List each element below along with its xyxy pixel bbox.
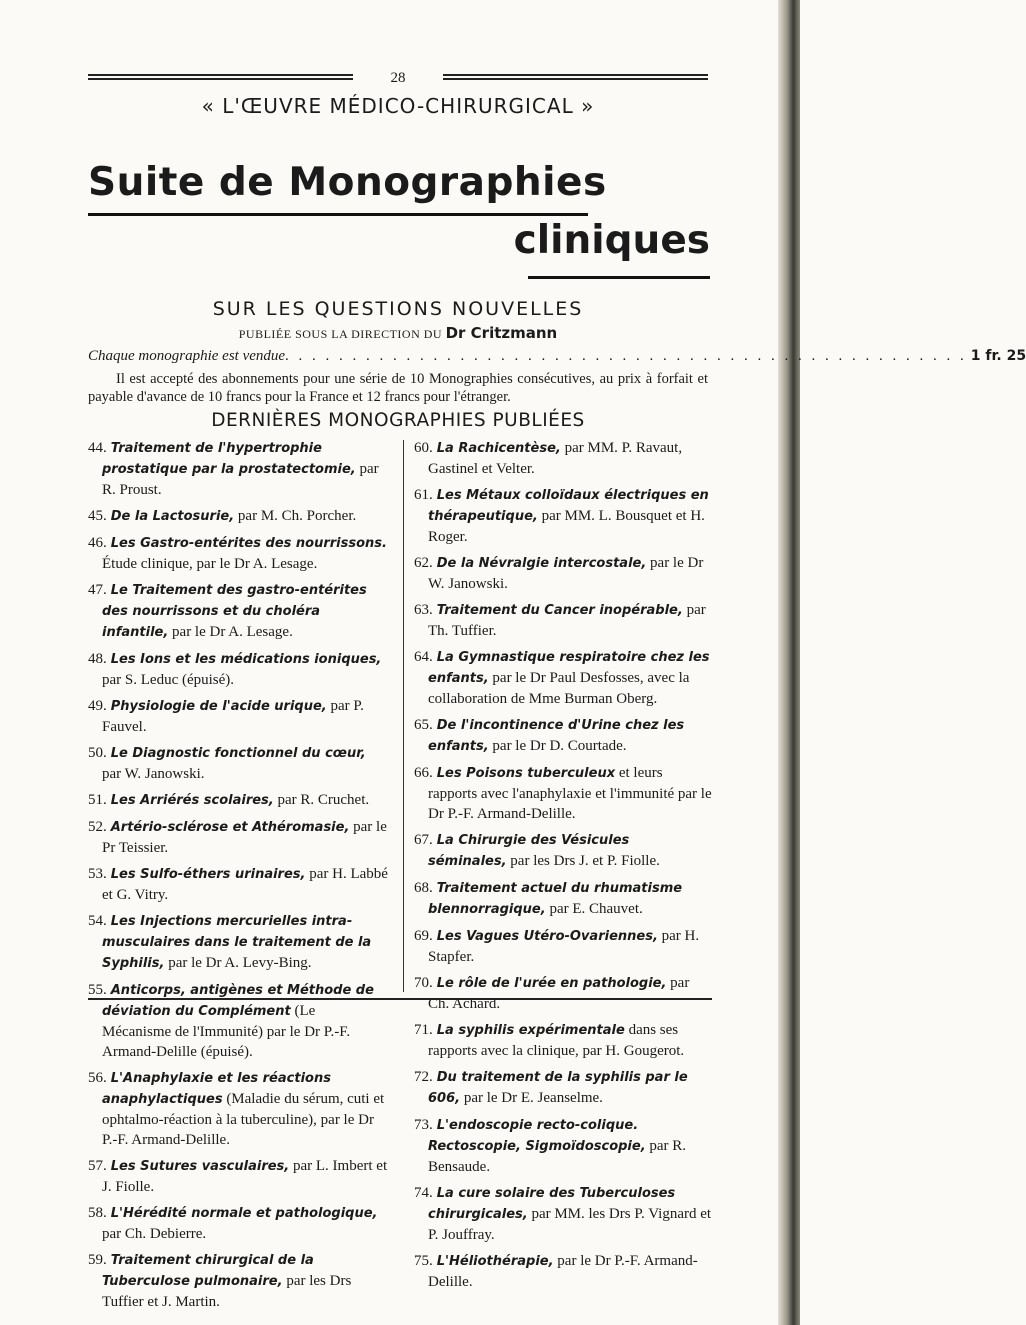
header-rule-right [443, 74, 708, 80]
entry-author: par R. Cruchet. [277, 792, 370, 808]
price-row [88, 348, 1026, 365]
entry-author: Étude clinique, par le Dr A. Lesage. [102, 556, 318, 572]
monograph-entry [88, 911, 388, 974]
column-divider [403, 440, 404, 992]
entry-title: Les Injections mercurielles intra-musculaires dans le traitement de la Syphilis, [102, 914, 372, 971]
entry-number: 57. [88, 1158, 107, 1174]
entry-author: par L. Imbert et J. Fiolle. [102, 1158, 388, 1195]
entry-author: par le Dr P.-F. Armand-Delille. [428, 1253, 698, 1290]
entries-right-column [414, 438, 712, 1298]
price-value: 1 fr. 25 [970, 348, 1026, 364]
entry-author: par le Dr D. Courtade. [492, 738, 627, 754]
entry-title: Les Ions et les médications ioniques, [110, 652, 382, 667]
entry-title: Anticorps, antigènes et Méthode de déviation du Complément [102, 983, 374, 1019]
entry-number: 53. [88, 866, 107, 882]
entry-author: par M. Ch. Porcher. [237, 508, 357, 524]
entry-author: par E. Chauvet. [549, 901, 643, 917]
monograph-entry [414, 763, 712, 824]
entry-number: 69. [414, 928, 433, 944]
entry-author: par H. Stapfer. [428, 928, 700, 965]
monograph-entry [88, 864, 388, 905]
entry-author: par P. Fauvel. [102, 698, 364, 735]
monograph-entry [414, 600, 712, 641]
entry-number: 71. [414, 1022, 433, 1038]
section-heading: DERNIÈRES MONOGRAPHIES PUBLIÉES [211, 410, 585, 431]
page-number: 28 [390, 70, 406, 86]
entry-title: L'Héliothérapie, [436, 1254, 554, 1269]
entry-number: 60. [414, 440, 433, 456]
monograph-entry [414, 926, 712, 967]
entry-number: 55. [88, 982, 107, 998]
entry-title: Les Arriérés scolaires, [110, 793, 274, 808]
monograph-entry [414, 485, 712, 547]
entry-number: 46. [88, 535, 107, 551]
entry-title: La Rachicentèse, [436, 441, 561, 456]
monograph-entry [88, 580, 388, 643]
entry-author: par le Dr A. Levy-Bing. [168, 955, 312, 971]
entry-number: 58. [88, 1205, 107, 1221]
entry-title: Le Traitement des gastro-entérites des nourrissons et du choléra infantile, [102, 583, 367, 640]
monograph-entry [414, 973, 712, 1014]
entry-author: par MM. P. Ravaut, Gastinel et Velter. [428, 440, 683, 477]
monograph-entry [414, 1067, 712, 1109]
entry-number: 73. [414, 1117, 433, 1133]
entry-title: Les Poisons tuberculeux [436, 766, 616, 781]
monograph-entry [414, 830, 712, 872]
entry-title: Les Métaux colloïdaux électriques en thérapeutique, [428, 488, 709, 524]
entry-number: 52. [88, 819, 107, 835]
entry-number: 64. [414, 649, 433, 665]
entry-number: 65. [414, 717, 433, 733]
entry-title: La syphilis expérimentale [436, 1023, 625, 1038]
monograph-entry [414, 1183, 712, 1245]
entry-number: 72. [414, 1069, 433, 1085]
monograph-entry [88, 1203, 388, 1244]
entries-left-column [88, 438, 388, 1318]
entry-number: 49. [88, 698, 107, 714]
entry-author: par le Dr W. Janowski. [428, 555, 704, 592]
title-rule-short [528, 276, 710, 279]
entry-number: 47. [88, 582, 107, 598]
entry-author: dans ses rapports avec la clinique, par H. Gougerot. [428, 1022, 685, 1059]
page-title-line2: cliniques [513, 218, 710, 263]
entry-author: par le Dr E. Jeanselme. [463, 1090, 603, 1106]
entry-title: De l'incontinence d'Urine chez les enfants, [428, 718, 685, 754]
entry-title: La cure solaire des Tuberculoses chirurgicales, [428, 1186, 676, 1222]
entry-author: par le Dr A. Lesage. [172, 624, 293, 640]
monograph-entry [88, 980, 388, 1062]
monograph-entry [414, 878, 712, 920]
entry-author: et leurs rapports avec l'anaphylaxie et l'immunité par le Dr P.-F. Armand-Delille. [428, 765, 712, 822]
subtitle: SUR LES QUESTIONS NOUVELLES [212, 298, 584, 320]
entry-number: 59. [88, 1252, 107, 1268]
header [88, 68, 708, 88]
entry-number: 74. [414, 1185, 433, 1201]
monograph-entry [414, 438, 712, 479]
entry-number: 56. [88, 1070, 107, 1086]
entry-number: 66. [414, 765, 433, 781]
entry-number: 62. [414, 555, 433, 571]
director-name: Dr Critzmann [445, 324, 558, 342]
monograph-entry [88, 506, 388, 527]
entry-number: 70. [414, 975, 433, 991]
entry-author: (Le Mécanisme de l'Immunité) par le Dr P.-F. Armand-Delille (épuisé). [102, 1003, 351, 1060]
entry-number: 61. [414, 487, 433, 503]
entry-title: Physiologie de l'acide urique, [110, 699, 327, 714]
entry-title: L'Anaphylaxie et les réactions anaphylactiques [102, 1071, 331, 1107]
entry-number: 48. [88, 651, 107, 667]
scan-edge [778, 0, 800, 1325]
entry-author: par les Drs Tuffier et J. Martin. [102, 1273, 352, 1310]
entry-author: par Th. Tuffier. [428, 602, 706, 639]
entry-title: Traitement actuel du rhumatisme blennorragique, [428, 881, 683, 917]
monograph-entry [414, 553, 712, 594]
entry-author: par S. Leduc (épuisé). [102, 672, 235, 688]
monograph-entry [88, 790, 388, 811]
entry-number: 51. [88, 792, 107, 808]
monograph-entry [414, 1020, 712, 1061]
title-rule [88, 213, 588, 216]
entry-number: 50. [88, 745, 107, 761]
entry-title: Les Sutures vasculaires, [110, 1159, 290, 1174]
monograph-entry [88, 1068, 388, 1150]
entry-author: par les Drs J. et P. Fiolle. [510, 853, 660, 869]
monograph-entry [88, 1156, 388, 1197]
entry-author: par le Pr Teissier. [102, 819, 387, 856]
entry-title: De la Névralgie intercostale, [436, 556, 647, 571]
monograph-entry [88, 1250, 388, 1312]
bottom-rule [88, 998, 712, 1000]
subscription-paragraph: Il est accepté des abonnements pour une série de 10 Monographies consécutives, au prix à forfait et payable d'avance de 10 francs pour la France et 12 francs pour l'étranger. [88, 371, 708, 405]
entry-author: (Maladie du sérum, cuti et ophtalmo-réaction à la tuberculine), par le Dr P.-F. Armand-Delille. [102, 1091, 385, 1148]
entry-title: La Chirurgie des Vésicules séminales, [428, 833, 630, 869]
series-title: « L'ŒUVRE MÉDICO-CHIRURGICAL » [201, 94, 595, 118]
published-by-label: PUBLIÉE SOUS LA DIRECTION DU [238, 327, 443, 341]
entry-title: Les Gastro-entérites des nourrissons. [110, 536, 387, 551]
entry-author: par Ch. Achard. [428, 975, 690, 1012]
entry-number: 67. [414, 832, 433, 848]
entry-title: Du traitement de la syphilis par le 606, [428, 1070, 688, 1106]
monograph-entry [414, 1251, 712, 1292]
entry-number: 45. [88, 508, 107, 524]
price-label: Chaque monographie est vendue [88, 348, 286, 364]
entry-author: par MM. L. Bousquet et H. Roger. [428, 508, 705, 545]
entry-author: par W. Janowski. [102, 766, 205, 782]
entry-title: L'Hérédité normale et pathologique, [110, 1206, 378, 1221]
entry-title: La Gymnastique respiratoire chez les enfants, [428, 650, 710, 686]
entry-number: 75. [414, 1253, 433, 1269]
entry-title: Traitement du Cancer inopérable, [436, 603, 683, 618]
entry-author: par R. Proust. [102, 461, 379, 498]
entry-author: par le Dr Paul Desfosses, avec la collaboration de Mme Burman Oberg. [428, 670, 690, 707]
entry-author: par H. Labbé et G. Vitry. [102, 866, 388, 903]
monograph-entry [88, 438, 388, 500]
monograph-entry [88, 743, 388, 784]
leader-dots: . . . . . . . . . . . . . . . . . . . . . . . . . . . . . . . . . . . . . . . . . . . . . . . . . . . [285, 348, 967, 364]
entry-title: Les Vagues Utéro-Ovariennes, [436, 929, 658, 944]
monograph-entry [414, 715, 712, 757]
entry-number: 44. [88, 440, 107, 456]
entry-title: Les Sulfo-éthers urinaires, [110, 867, 306, 882]
entry-title: Le rôle de l'urée en pathologie, [436, 976, 667, 991]
entry-author: par MM. les Drs P. Vignard et P. Jouffray. [428, 1206, 712, 1243]
entry-title: Traitement chirurgical de la Tuberculose pulmonaire, [102, 1253, 314, 1289]
entry-number: 54. [88, 913, 107, 929]
entry-title: Traitement de l'hypertrophie prostatique par la prostatectomie, [102, 441, 356, 477]
entry-author: par Ch. Debierre. [102, 1226, 207, 1242]
entry-title: Artério-sclérose et Athéromasie, [110, 820, 350, 835]
entry-number: 63. [414, 602, 433, 618]
published-by [88, 324, 708, 342]
monograph-entry [88, 696, 388, 737]
monograph-entry [88, 817, 388, 858]
entry-title: De la Lactosurie, [110, 509, 235, 524]
monograph-entry [414, 647, 712, 709]
entry-author: par R. Bensaude. [428, 1138, 687, 1175]
monograph-entry [88, 649, 388, 690]
entry-title: L'endoscopie recto-colique. Rectoscopie, Sigmoïdoscopie, [428, 1118, 646, 1154]
monograph-entry [414, 1115, 712, 1177]
monograph-entry [88, 533, 388, 574]
page-title-line1: Suite de Monographies [88, 160, 607, 205]
entry-number: 68. [414, 880, 433, 896]
entry-title: Le Diagnostic fonctionnel du cœur, [110, 746, 366, 761]
